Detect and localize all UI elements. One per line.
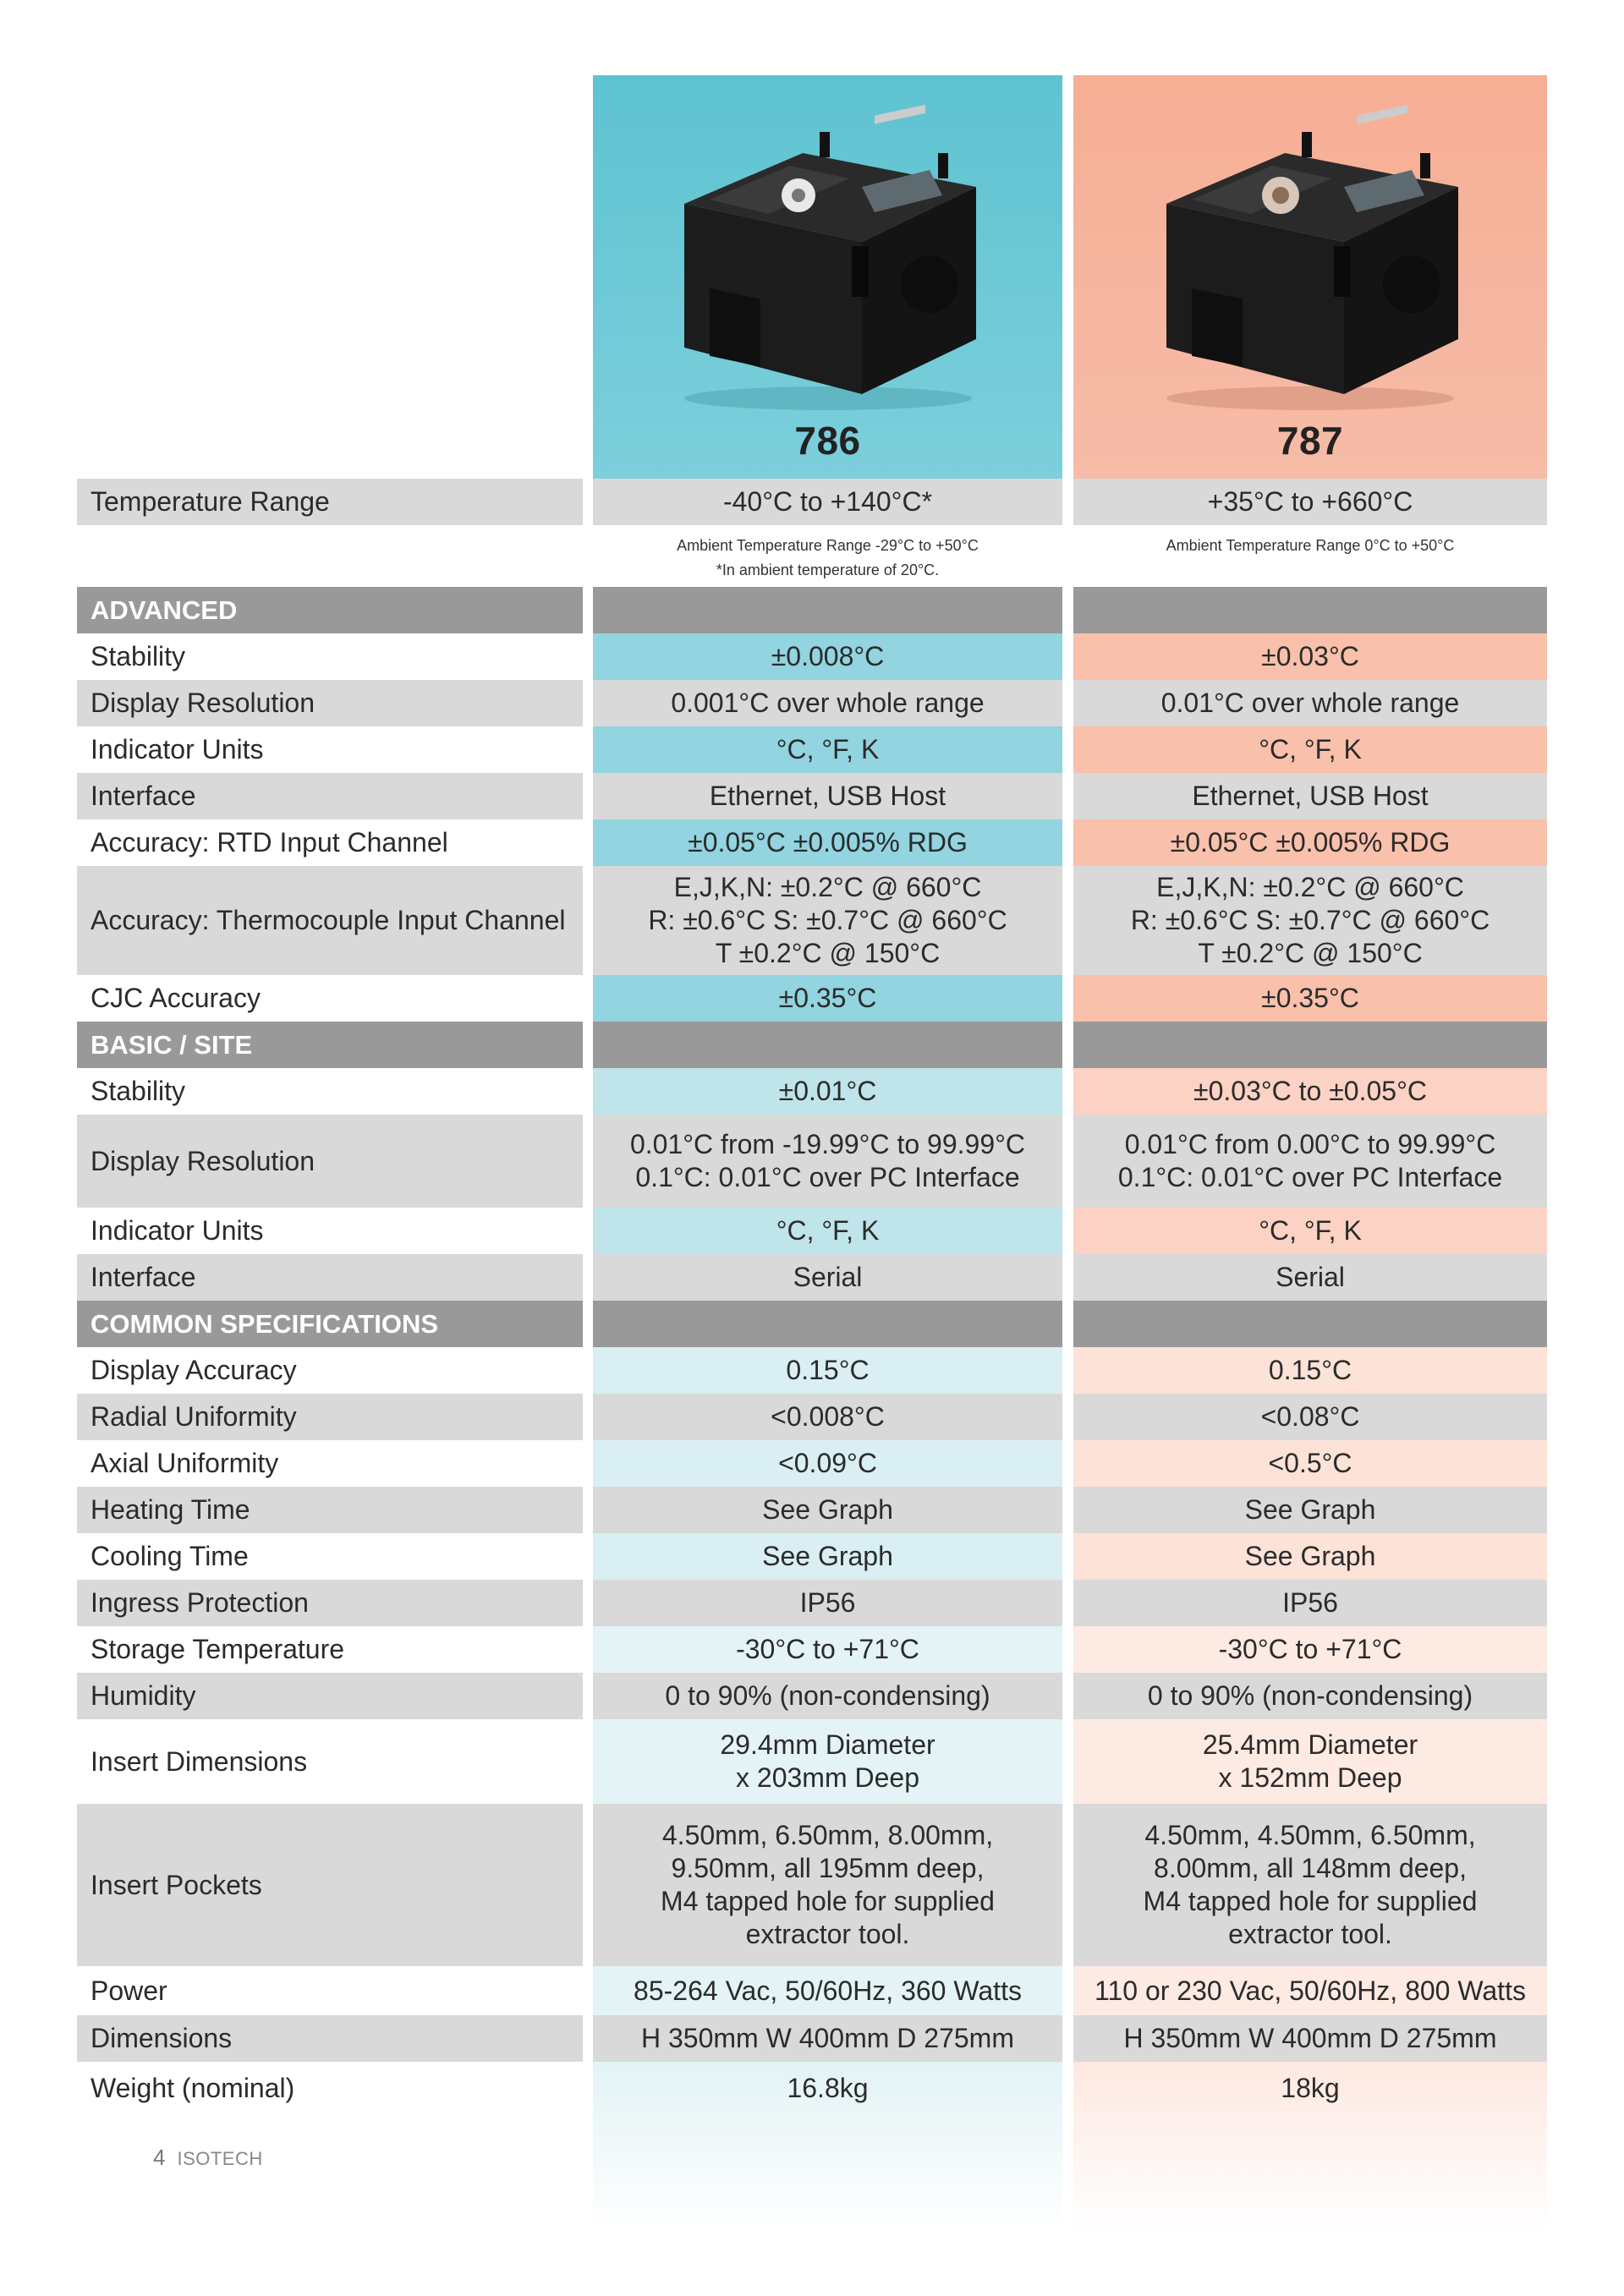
row-label: Cooling Time <box>91 1541 249 1571</box>
section-title: COMMON SPECIFICATIONS <box>77 1301 583 1347</box>
row-label: Ingress Protection <box>77 1580 583 1626</box>
row-label: Axial Uniformity <box>91 1448 279 1478</box>
section-title: ADVANCED <box>77 587 583 633</box>
value-787: Ethernet, USB Host <box>1073 773 1547 819</box>
section-header-advanced <box>0 587 1624 633</box>
dry-block-calibrator-786-image <box>650 94 1006 415</box>
table-row <box>0 1068 1624 1115</box>
section-spacer-786 <box>593 1022 1062 1068</box>
value-786: Ethernet, USB Host <box>593 773 1062 819</box>
section-spacer-787 <box>1073 1301 1547 1347</box>
value-786: IP56 <box>593 1580 1062 1626</box>
value-786: 0 to 90% (non-condensing) <box>593 1673 1062 1719</box>
value-787: ±0.03°C to ±0.05°C <box>1073 1068 1547 1115</box>
dry-block-calibrator-787-image <box>1133 94 1488 415</box>
table-row <box>0 2015 1624 2062</box>
value-786: <0.008°C <box>593 1394 1062 1440</box>
ambient-note-786: Ambient Temperature Range -29°C to +50°C *In ambient temperature of 20°C. <box>677 537 979 578</box>
table-row <box>0 773 1624 819</box>
value-786: See Graph <box>593 1487 1062 1533</box>
value-786: <0.09°C <box>593 1440 1062 1487</box>
value-786: -30°C to +71°C <box>593 1626 1062 1673</box>
table-row <box>0 1580 1624 1626</box>
value-787: 25.4mm Diameter x 152mm Deep <box>1073 1719 1547 1804</box>
value-787: ±0.05°C ±0.005% RDG <box>1073 819 1547 866</box>
value-787: 4.50mm, 4.50mm, 6.50mm, 8.00mm, all 148mm deep, M4 tapped hole for supplied extractor tool. <box>1073 1804 1547 1966</box>
table-row <box>0 2062 1624 2114</box>
row-label: Dimensions <box>77 2015 583 2062</box>
brand-name: ISOTECH <box>177 2148 263 2169</box>
row-label: Radial Uniformity <box>77 1394 583 1440</box>
value-787: 0.01°C over whole range <box>1073 680 1547 726</box>
table-row <box>0 1804 1624 1966</box>
value-787: °C, °F, K <box>1073 1208 1547 1254</box>
row-label: Humidity <box>77 1673 583 1719</box>
ambient-note-787: Ambient Temperature Range 0°C to +50°C <box>1166 537 1455 554</box>
table-row <box>0 1115 1624 1208</box>
page-footer <box>153 2145 263 2171</box>
value-787: 110 or 230 Vac, 50/60Hz, 800 Watts <box>1073 1966 1547 2015</box>
row-ambient-notes <box>0 530 1624 584</box>
value-787: 0.01°C from 0.00°C to 99.99°C 0.1°C: 0.01°C over PC Interface <box>1073 1115 1547 1208</box>
table-row <box>0 1347 1624 1394</box>
value-786: 0.001°C over whole range <box>593 680 1062 726</box>
row-label: Indicator Units <box>91 1215 264 1246</box>
value-786: ±0.01°C <box>593 1068 1062 1115</box>
section-header-common-specifications <box>0 1301 1624 1347</box>
row-label: Accuracy: Thermocouple Input Channel <box>77 866 583 975</box>
value-787: ±0.03°C <box>1073 633 1547 680</box>
table-row <box>0 1440 1624 1487</box>
row-label: Storage Temperature <box>91 1634 345 1664</box>
row-label: Insert Dimensions <box>91 1745 308 1777</box>
value-786: ±0.35°C <box>593 975 1062 1022</box>
table-row <box>0 1533 1624 1580</box>
row-label: Display Accuracy <box>91 1355 297 1385</box>
table-row <box>0 726 1624 773</box>
value-787: See Graph <box>1073 1533 1547 1580</box>
table-row <box>0 680 1624 726</box>
value-786: H 350mm W 400mm D 275mm <box>593 2015 1062 2062</box>
table-row <box>0 1208 1624 1254</box>
value-787: See Graph <box>1073 1487 1547 1533</box>
row-label: Stability <box>91 641 186 671</box>
table-row <box>0 1719 1624 1804</box>
row-label: Interface <box>77 773 583 819</box>
row-label: Interface <box>77 1254 583 1301</box>
row-temperature-range <box>0 479 1624 525</box>
row-label: CJC Accuracy <box>91 983 261 1013</box>
table-row <box>0 975 1624 1022</box>
table-row <box>0 819 1624 866</box>
value-786: °C, °F, K <box>593 1208 1062 1254</box>
product-header-787 <box>1073 75 1547 479</box>
table-row <box>0 1254 1624 1301</box>
table-row <box>0 633 1624 680</box>
value-786: °C, °F, K <box>593 726 1062 773</box>
value-787: 18kg <box>1281 2072 1340 2103</box>
value-786: 0.01°C from -19.99°C to 99.99°C 0.1°C: 0.01°C over PC Interface <box>593 1115 1062 1208</box>
page-number: 4 <box>153 2145 166 2170</box>
value-787: 0 to 90% (non-condensing) <box>1073 1673 1547 1719</box>
table-row <box>0 866 1624 975</box>
value-786: -40°C to +140°C* <box>593 479 1062 525</box>
value-787: °C, °F, K <box>1073 726 1547 773</box>
row-label: Insert Pockets <box>77 1804 583 1966</box>
value-787: +35°C to +660°C <box>1073 479 1547 525</box>
section-spacer-787 <box>1073 587 1547 633</box>
value-787: IP56 <box>1073 1580 1547 1626</box>
table-row <box>0 1626 1624 1673</box>
section-header-basic-site <box>0 1022 1624 1068</box>
value-786: E,J,K,N: ±0.2°C @ 660°C R: ±0.6°C S: ±0.7°C @ 660°C T ±0.2°C @ 150°C <box>593 866 1062 975</box>
value-786: 16.8kg <box>787 2072 869 2103</box>
value-787: E,J,K,N: ±0.2°C @ 660°C R: ±0.6°C S: ±0.7°C @ 660°C T ±0.2°C @ 150°C <box>1073 866 1547 975</box>
row-label: Weight (nominal) <box>91 2072 295 2103</box>
value-787: Serial <box>1073 1254 1547 1301</box>
value-786: ±0.008°C <box>593 633 1062 680</box>
row-label: Display Resolution <box>77 680 583 726</box>
value-786: Serial <box>593 1254 1062 1301</box>
row-label: Display Resolution <box>77 1115 583 1208</box>
section-spacer-787 <box>1073 1022 1547 1068</box>
section-title: BASIC / SITE <box>77 1022 583 1068</box>
value-787: H 350mm W 400mm D 275mm <box>1073 2015 1547 2062</box>
value-786: 4.50mm, 6.50mm, 8.00mm, 9.50mm, all 195mm deep, M4 tapped hole for supplied extractor tool. <box>593 1804 1062 1966</box>
model-786-title: 786 <box>794 419 861 463</box>
section-spacer-786 <box>593 587 1062 633</box>
value-787: ±0.35°C <box>1073 975 1547 1022</box>
value-786: See Graph <box>593 1533 1062 1580</box>
row-label: Power <box>91 1975 167 2006</box>
value-786: 29.4mm Diameter x 203mm Deep <box>593 1719 1062 1804</box>
value-787: -30°C to +71°C <box>1073 1626 1547 1673</box>
row-label: Indicator Units <box>91 734 264 764</box>
value-786: 85-264 Vac, 50/60Hz, 360 Watts <box>593 1966 1062 2015</box>
row-label: Heating Time <box>77 1487 583 1533</box>
model-787-title: 787 <box>1276 419 1344 463</box>
value-787: 0.15°C <box>1073 1347 1547 1394</box>
value-787: <0.08°C <box>1073 1394 1547 1440</box>
value-787: <0.5°C <box>1073 1440 1547 1487</box>
value-786: ±0.05°C ±0.005% RDG <box>593 819 1062 866</box>
product-header-786 <box>593 75 1062 479</box>
table-row <box>0 1394 1624 1440</box>
value-786: 0.15°C <box>593 1347 1062 1394</box>
section-spacer-786 <box>593 1301 1062 1347</box>
row-label: Accuracy: RTD Input Channel <box>91 827 448 858</box>
table-row <box>0 1966 1624 2015</box>
table-row <box>0 1673 1624 1719</box>
row-label: Stability <box>91 1076 186 1106</box>
row-label: Temperature Range <box>77 479 583 525</box>
table-row <box>0 1487 1624 1533</box>
